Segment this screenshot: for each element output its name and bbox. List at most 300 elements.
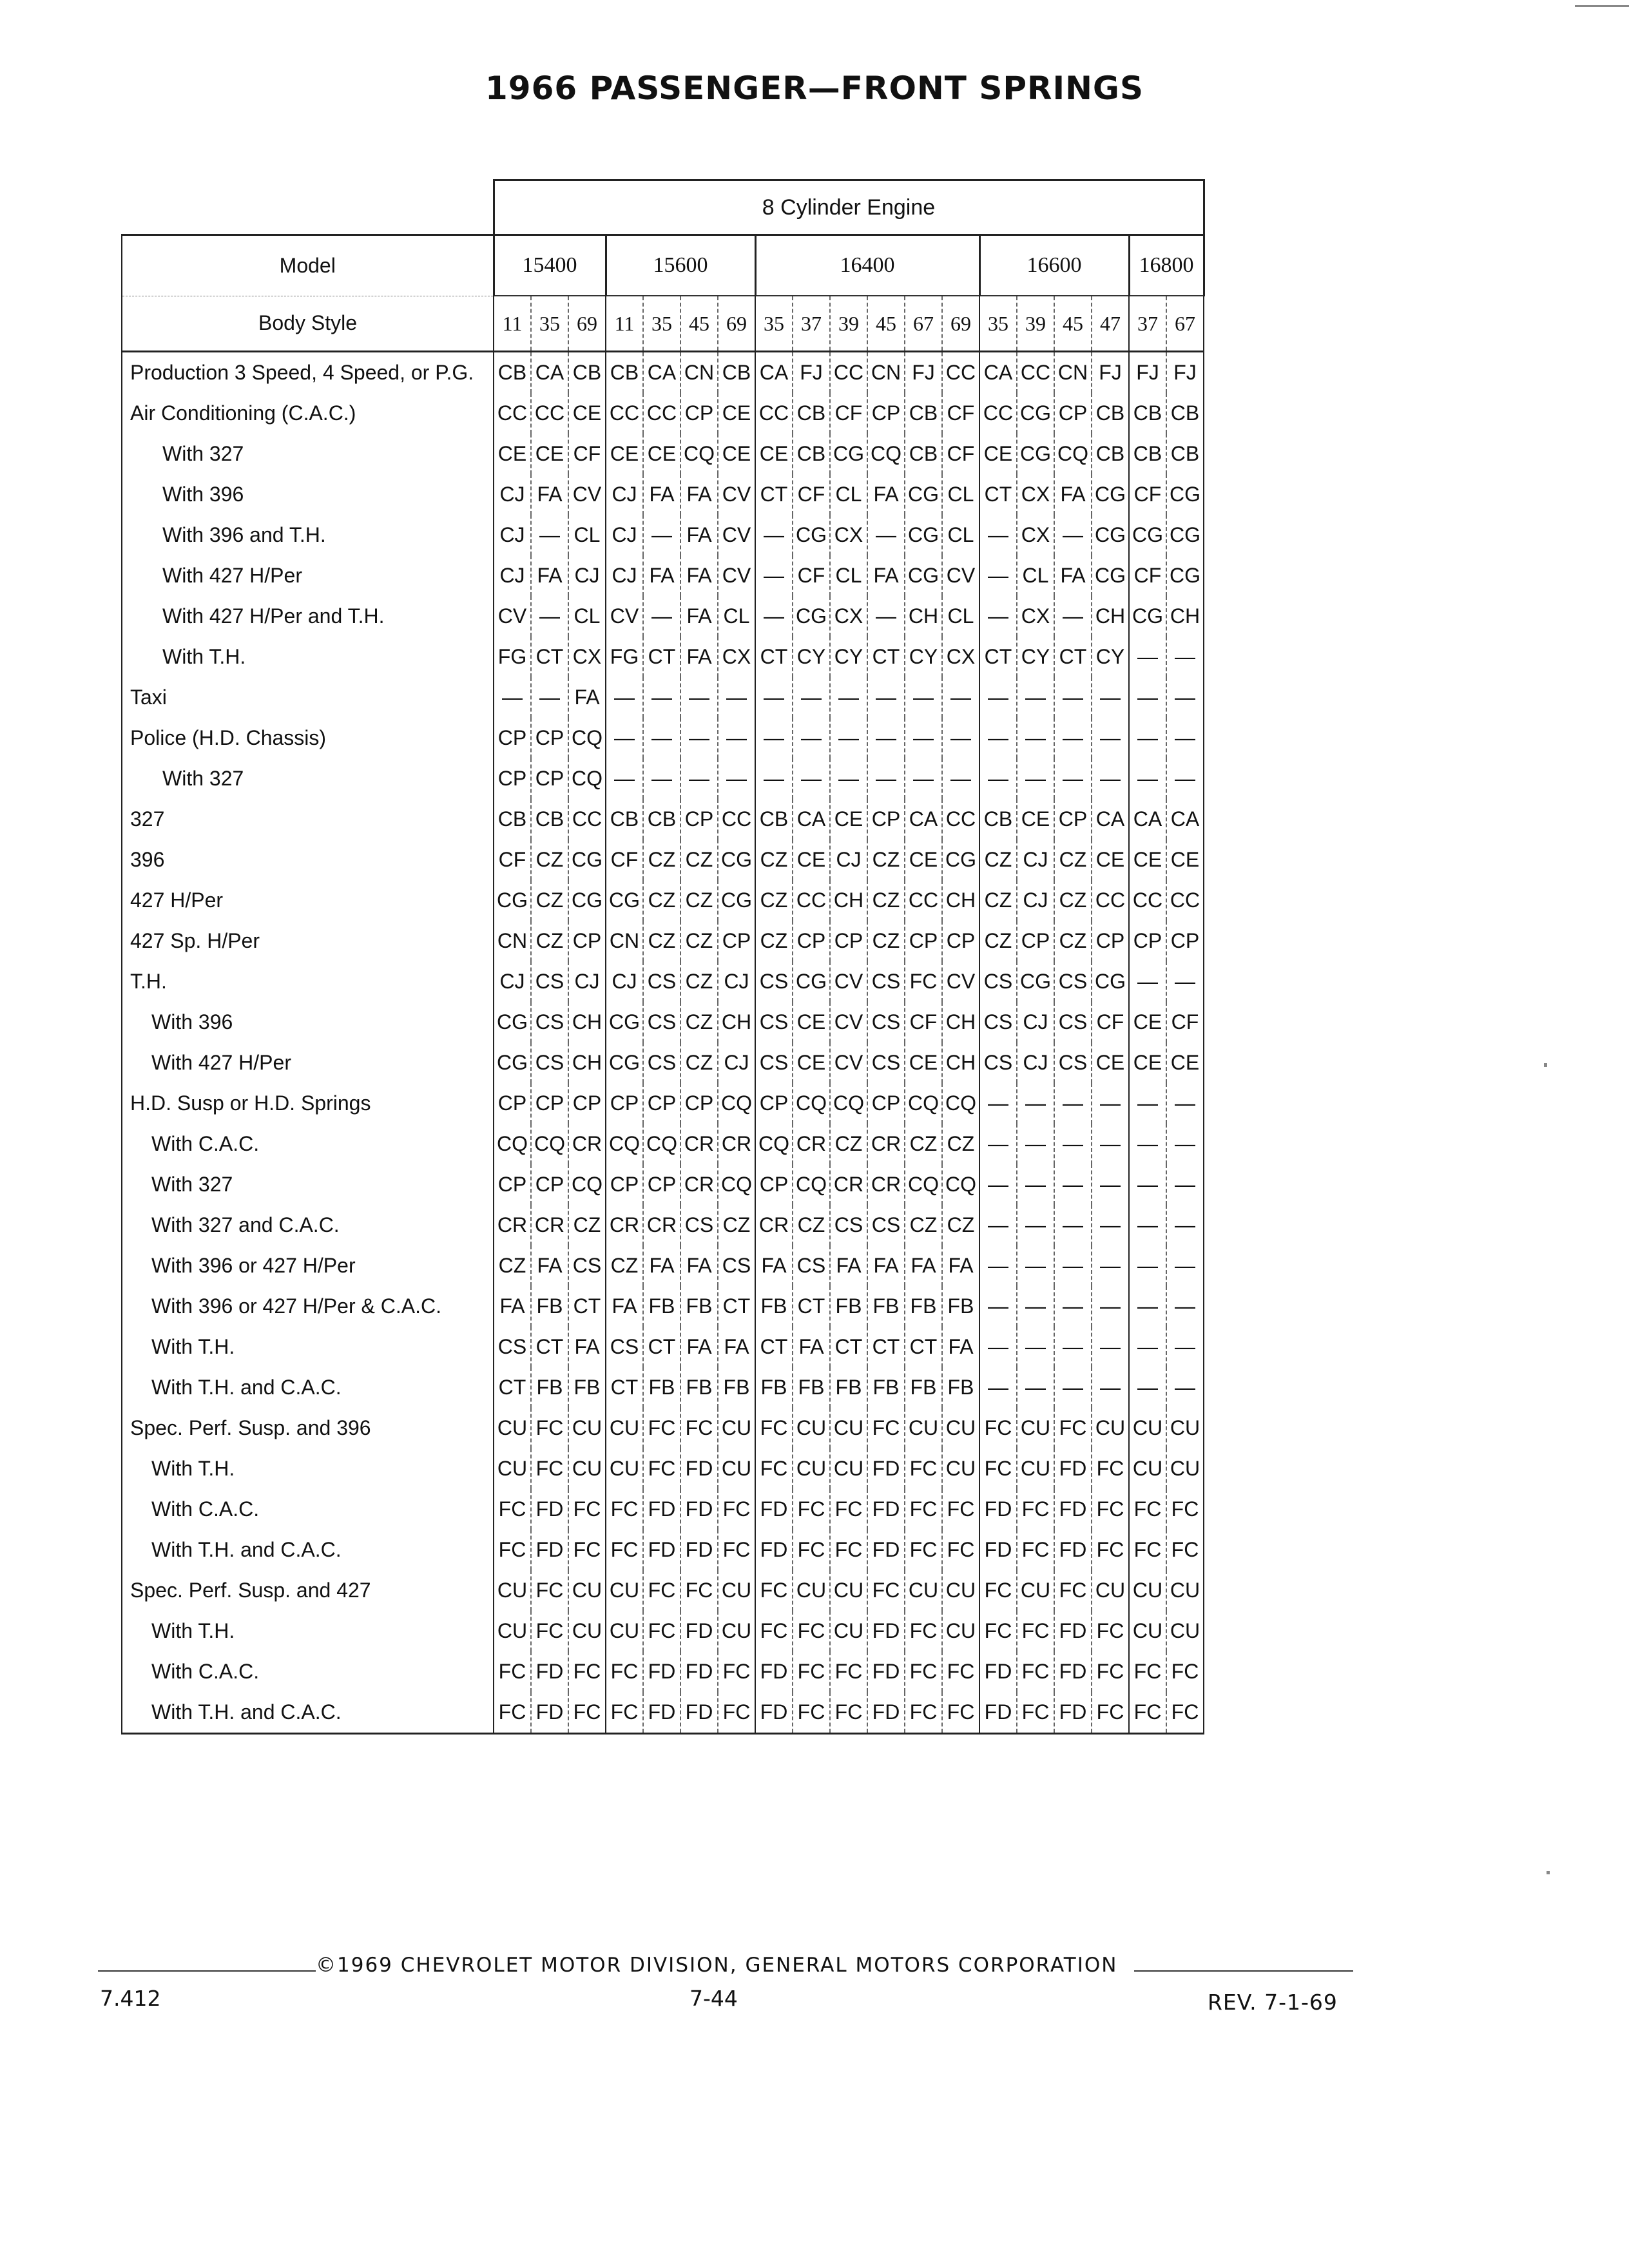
spring-code: CJ xyxy=(718,1043,755,1083)
row-label-cell xyxy=(122,1489,494,1530)
spring-code: CZ xyxy=(531,921,568,961)
footer-rule-left xyxy=(98,1970,316,1972)
spring-code: CG xyxy=(905,474,942,515)
spring-code: CP xyxy=(1054,799,1092,840)
spring-code: FC xyxy=(755,1570,793,1611)
spring-code: FD xyxy=(1054,1611,1092,1651)
spring-code: CH xyxy=(942,1002,979,1043)
row-label: With C.A.C. xyxy=(151,1497,260,1521)
spring-code: CB xyxy=(568,352,606,394)
spring-code: CB xyxy=(755,799,793,840)
spring-code: FD xyxy=(979,1489,1017,1530)
row-label-cell xyxy=(122,677,494,718)
spring-code: FA xyxy=(643,555,680,596)
spring-code: — xyxy=(979,596,1017,637)
spring-code: CQ xyxy=(942,1164,979,1205)
spring-code: CH xyxy=(568,1043,606,1083)
spring-code: CG xyxy=(793,961,830,1002)
spring-code: CZ xyxy=(680,880,718,921)
spring-code: CZ xyxy=(531,880,568,921)
revision-date: REV. 7-1-69 xyxy=(1208,1990,1338,2015)
spring-code: CZ xyxy=(531,840,568,880)
spring-code: CR xyxy=(494,1205,531,1245)
spring-code: — xyxy=(680,758,718,799)
spring-code: FA xyxy=(680,1245,718,1286)
spring-code: FB xyxy=(942,1286,979,1327)
spring-code: CN xyxy=(867,352,905,394)
spring-code: CH xyxy=(942,880,979,921)
spring-code: CU xyxy=(494,1448,531,1489)
model-header-row xyxy=(122,235,1204,296)
spring-code: CU xyxy=(793,1448,830,1489)
spring-code: FD xyxy=(755,1651,793,1692)
spring-code: FB xyxy=(718,1367,755,1408)
row-label: With T.H. and C.A.C. xyxy=(151,1538,342,1561)
spring-code: FG xyxy=(494,637,531,677)
row-label-cell xyxy=(122,1327,494,1367)
spring-code: — xyxy=(1092,1205,1129,1245)
spring-code: CT xyxy=(718,1286,755,1327)
spring-code: CU xyxy=(1166,1448,1204,1489)
spring-code: — xyxy=(1017,1286,1054,1327)
row-label: Spec. Perf. Susp. and 427 xyxy=(130,1579,371,1602)
spring-code: CS xyxy=(643,1002,680,1043)
spring-code: — xyxy=(1054,718,1092,758)
spring-code: FC xyxy=(1092,1651,1129,1692)
spring-code: CQ xyxy=(942,1083,979,1124)
spring-code: CA xyxy=(1092,799,1129,840)
spring-code: — xyxy=(1092,677,1129,718)
spring-code: CU xyxy=(718,1448,755,1489)
spring-code: CZ xyxy=(718,1205,755,1245)
spring-code: CC xyxy=(1017,352,1054,394)
spring-code: FA xyxy=(1054,555,1092,596)
spring-code: — xyxy=(1129,961,1166,1002)
spring-code: FC xyxy=(606,1489,643,1530)
spring-code: CV xyxy=(718,515,755,555)
spring-code: — xyxy=(1129,1205,1166,1245)
spring-code: — xyxy=(867,677,905,718)
spring-code: CZ xyxy=(494,1245,531,1286)
row-label-cell xyxy=(122,637,494,677)
row-label-cell xyxy=(122,799,494,840)
spring-code: — xyxy=(1166,1083,1204,1124)
table-row xyxy=(122,758,1204,799)
spring-code: — xyxy=(1166,677,1204,718)
spring-code: FC xyxy=(905,1489,942,1530)
spring-code: — xyxy=(531,677,568,718)
spring-code: CT xyxy=(643,637,680,677)
row-label: With T.H. xyxy=(151,1457,235,1480)
table-row xyxy=(122,921,1204,961)
spring-code: CP xyxy=(1017,921,1054,961)
spring-code: CL xyxy=(568,515,606,555)
spring-code: FC xyxy=(942,1651,979,1692)
spring-code: CU xyxy=(606,1611,643,1651)
spring-code: CU xyxy=(1017,1408,1054,1448)
spring-code: CS xyxy=(755,1002,793,1043)
row-label: With T.H. xyxy=(151,1335,235,1358)
spring-code: CP xyxy=(680,799,718,840)
spring-code: CF xyxy=(830,393,867,434)
spring-code: CJ xyxy=(494,961,531,1002)
spring-code: — xyxy=(531,596,568,637)
spring-code: CC xyxy=(830,352,867,394)
spring-code: FB xyxy=(905,1367,942,1408)
spring-code: CC xyxy=(1092,880,1129,921)
spring-code: — xyxy=(1092,718,1129,758)
row-label: With 427 H/Per xyxy=(162,564,302,587)
spring-code: CG xyxy=(1092,555,1129,596)
spring-code: CU xyxy=(1092,1408,1129,1448)
spring-code: CR xyxy=(755,1205,793,1245)
spring-code: CL xyxy=(830,555,867,596)
spring-code: CV xyxy=(718,474,755,515)
spring-code: FA xyxy=(643,474,680,515)
body-style-header: 69 xyxy=(942,296,979,352)
spring-code: CZ xyxy=(867,921,905,961)
spring-code: FB xyxy=(793,1367,830,1408)
row-label-cell xyxy=(122,1530,494,1570)
spring-code: — xyxy=(1054,677,1092,718)
spring-code: CP xyxy=(643,1164,680,1205)
spring-code: CJ xyxy=(830,840,867,880)
spring-code: — xyxy=(793,677,830,718)
spring-code: CH xyxy=(1166,596,1204,637)
spring-code: — xyxy=(1017,1205,1054,1245)
spring-code: FC xyxy=(568,1651,606,1692)
row-label-cell xyxy=(122,1245,494,1286)
spring-code: — xyxy=(979,1124,1017,1164)
spring-code: — xyxy=(905,677,942,718)
spring-code: CJ xyxy=(1017,840,1054,880)
spring-code: CF xyxy=(1092,1002,1129,1043)
spring-code: — xyxy=(1166,1205,1204,1245)
spring-code: — xyxy=(1092,1327,1129,1367)
spring-code: — xyxy=(942,677,979,718)
spring-code: CG xyxy=(905,555,942,596)
spring-code: FA xyxy=(1054,474,1092,515)
spring-code: CE xyxy=(1129,840,1166,880)
spring-code: CC xyxy=(494,393,531,434)
spring-code: — xyxy=(1092,1367,1129,1408)
spring-code: FA xyxy=(867,474,905,515)
spring-code: FC xyxy=(1129,1530,1166,1570)
spring-code: CT xyxy=(568,1286,606,1327)
spring-code: FD xyxy=(1054,1530,1092,1570)
body-style-header: 35 xyxy=(755,296,793,352)
spring-code: FC xyxy=(568,1692,606,1734)
spring-code: CU xyxy=(718,1408,755,1448)
spring-code: CP xyxy=(867,1083,905,1124)
spring-code: CS xyxy=(979,1002,1017,1043)
scan-mark xyxy=(1575,5,1629,7)
body-style-header: 69 xyxy=(568,296,606,352)
spring-code: CG xyxy=(1129,515,1166,555)
spring-code: CU xyxy=(942,1570,979,1611)
spring-code: CE xyxy=(1017,799,1054,840)
spring-code: FA xyxy=(606,1286,643,1327)
row-label-cell xyxy=(122,1611,494,1651)
spring-code: CS xyxy=(531,1002,568,1043)
spring-code: FC xyxy=(830,1489,867,1530)
model-group-header: 16400 xyxy=(755,235,979,296)
spring-code: FC xyxy=(905,1530,942,1570)
spring-code: — xyxy=(867,515,905,555)
spring-code: — xyxy=(979,677,1017,718)
spring-code: — xyxy=(1092,1245,1129,1286)
model-label: Model xyxy=(122,235,494,296)
spring-code: CA xyxy=(905,799,942,840)
spring-code: CS xyxy=(979,961,1017,1002)
spring-code: CQ xyxy=(606,1124,643,1164)
spring-code: — xyxy=(830,718,867,758)
spring-code: CP xyxy=(942,921,979,961)
spring-code: CS xyxy=(568,1245,606,1286)
spring-code: — xyxy=(979,1367,1017,1408)
row-label-cell xyxy=(122,352,494,394)
row-label: 427 H/Per xyxy=(130,889,224,912)
spring-code: FC xyxy=(568,1530,606,1570)
body-style-header: 37 xyxy=(793,296,830,352)
spring-code: FD xyxy=(979,1651,1017,1692)
table-row xyxy=(122,1448,1204,1489)
table-row xyxy=(122,474,1204,515)
spring-code: FC xyxy=(1129,1692,1166,1734)
spring-code: CG xyxy=(494,1043,531,1083)
spring-code: CC xyxy=(979,393,1017,434)
spring-code: — xyxy=(755,515,793,555)
spring-code: FD xyxy=(867,1489,905,1530)
row-label-cell xyxy=(122,1286,494,1327)
spring-code: FC xyxy=(531,1611,568,1651)
spring-code: — xyxy=(1054,1205,1092,1245)
table-row xyxy=(122,1530,1204,1570)
spring-code: — xyxy=(1166,758,1204,799)
model-group-header: 15400 xyxy=(494,235,606,296)
row-label-cell xyxy=(122,961,494,1002)
row-label: Production 3 Speed, 4 Speed, or P.G. xyxy=(130,361,474,384)
spring-code: CU xyxy=(942,1611,979,1651)
spring-code: CT xyxy=(793,1286,830,1327)
spring-code: FC xyxy=(942,1530,979,1570)
spring-code: CP xyxy=(755,1083,793,1124)
spring-code: FD xyxy=(755,1692,793,1734)
spring-code: FC xyxy=(718,1651,755,1692)
engine-header: 8 Cylinder Engine xyxy=(494,180,1204,235)
spring-code: FC xyxy=(718,1530,755,1570)
spring-code: CE xyxy=(494,434,531,474)
row-label-cell xyxy=(122,1367,494,1408)
spring-code: CU xyxy=(830,1448,867,1489)
spring-code: CJ xyxy=(494,555,531,596)
spring-code: CP xyxy=(568,921,606,961)
spring-code: CL xyxy=(718,596,755,637)
spring-code: FD xyxy=(531,1489,568,1530)
spring-code: CZ xyxy=(680,1043,718,1083)
table-row xyxy=(122,596,1204,637)
spring-code: FC xyxy=(1054,1570,1092,1611)
row-label-cell xyxy=(122,1651,494,1692)
spring-code: — xyxy=(1166,1164,1204,1205)
scan-mark xyxy=(1544,1063,1547,1067)
spring-code: FC xyxy=(755,1448,793,1489)
body-style-header: 67 xyxy=(905,296,942,352)
spring-code: — xyxy=(718,677,755,718)
spring-code: FC xyxy=(531,1408,568,1448)
spring-code: CX xyxy=(942,637,979,677)
spring-code: CT xyxy=(867,637,905,677)
spring-code: FC xyxy=(1017,1530,1054,1570)
spring-code: CC xyxy=(643,393,680,434)
spring-code: CJ xyxy=(568,961,606,1002)
spring-code: CZ xyxy=(942,1205,979,1245)
spring-code: CU xyxy=(1092,1570,1129,1611)
spring-code: CA xyxy=(979,352,1017,394)
spring-code: FA xyxy=(568,677,606,718)
spring-code: — xyxy=(979,1245,1017,1286)
spring-code: CJ xyxy=(568,555,606,596)
spring-code: FA xyxy=(680,596,718,637)
spring-code: CS xyxy=(718,1245,755,1286)
spring-code: CS xyxy=(830,1205,867,1245)
spring-code: FA xyxy=(680,474,718,515)
spring-code: FA xyxy=(680,555,718,596)
spring-code: CR xyxy=(643,1205,680,1245)
spring-code: CT xyxy=(830,1327,867,1367)
spring-code: CS xyxy=(867,1002,905,1043)
spring-code: FB xyxy=(942,1367,979,1408)
spring-code: — xyxy=(1017,1124,1054,1164)
table-row xyxy=(122,880,1204,921)
copyright-notice: ©1969 CHEVROLET MOTOR DIVISION, GENERAL MOTORS CORPORATION xyxy=(316,1954,1118,1977)
table-row xyxy=(122,1367,1204,1408)
spring-code: CB xyxy=(905,434,942,474)
row-label: Air Conditioning (C.A.C.) xyxy=(130,401,356,425)
spring-code: FB xyxy=(830,1367,867,1408)
spring-code: CQ xyxy=(1054,434,1092,474)
spring-code: FD xyxy=(979,1530,1017,1570)
spring-code: CG xyxy=(942,840,979,880)
table-row xyxy=(122,1124,1204,1164)
spring-code: — xyxy=(680,718,718,758)
spring-code: CX xyxy=(1017,515,1054,555)
spring-code: — xyxy=(867,596,905,637)
spring-code: FC xyxy=(1017,1651,1054,1692)
spring-code: CX xyxy=(830,515,867,555)
spring-code: CB xyxy=(793,434,830,474)
spring-code: — xyxy=(718,758,755,799)
spring-code: — xyxy=(1017,1164,1054,1205)
spring-code: CZ xyxy=(1054,840,1092,880)
row-label: With T.H. and C.A.C. xyxy=(151,1700,342,1724)
row-label-cell xyxy=(122,1083,494,1124)
spring-code: CZ xyxy=(680,840,718,880)
front-springs-table xyxy=(121,179,1205,1735)
spring-code: CE xyxy=(793,1002,830,1043)
spring-code: — xyxy=(1129,1327,1166,1367)
spring-code: CB xyxy=(606,799,643,840)
spring-code: CZ xyxy=(643,840,680,880)
spring-code: FC xyxy=(793,1489,830,1530)
spring-code: CN xyxy=(1054,352,1092,394)
spring-code: FC xyxy=(905,1651,942,1692)
spring-code: CJ xyxy=(606,515,643,555)
row-label-cell xyxy=(122,1570,494,1611)
spring-code: CP xyxy=(606,1083,643,1124)
row-label-cell xyxy=(122,1448,494,1489)
spring-code: FC xyxy=(1054,1408,1092,1448)
spring-code: FD xyxy=(867,1692,905,1734)
spring-code: CS xyxy=(867,1043,905,1083)
row-label: Police (H.D. Chassis) xyxy=(130,726,327,749)
spring-code: CG xyxy=(793,596,830,637)
spring-code: CE xyxy=(568,393,606,434)
spring-code: FC xyxy=(494,1651,531,1692)
spring-code: CX xyxy=(1017,474,1054,515)
spring-code: FC xyxy=(755,1408,793,1448)
spring-code: — xyxy=(606,758,643,799)
spring-code: CZ xyxy=(830,1124,867,1164)
spring-code: CC xyxy=(718,799,755,840)
spring-code: FC xyxy=(531,1570,568,1611)
spring-code: FC xyxy=(830,1651,867,1692)
spring-code: FB xyxy=(755,1367,793,1408)
spring-code: FD xyxy=(755,1489,793,1530)
spring-code: — xyxy=(1129,1245,1166,1286)
spring-code: CV xyxy=(718,555,755,596)
spring-code: FC xyxy=(1129,1489,1166,1530)
spring-code: CU xyxy=(1129,1611,1166,1651)
spring-code: CQ xyxy=(905,1083,942,1124)
spring-code: CJ xyxy=(606,961,643,1002)
table-row xyxy=(122,1692,1204,1734)
spring-code: — xyxy=(643,677,680,718)
spring-code: FJ xyxy=(1166,352,1204,394)
spring-code: CU xyxy=(905,1408,942,1448)
spring-code: — xyxy=(1017,1083,1054,1124)
spring-code: CP xyxy=(867,799,905,840)
spring-code: — xyxy=(718,718,755,758)
spring-code: FC xyxy=(1129,1651,1166,1692)
row-label: With 396 or 427 H/Per xyxy=(151,1254,356,1277)
spring-code: FA xyxy=(531,555,568,596)
spring-code: CS xyxy=(755,961,793,1002)
spring-code: CU xyxy=(830,1408,867,1448)
spring-code: FD xyxy=(1054,1489,1092,1530)
spring-code: CV xyxy=(606,596,643,637)
spring-code: CS xyxy=(755,1043,793,1083)
spring-code: CP xyxy=(531,718,568,758)
spring-code: FA xyxy=(942,1245,979,1286)
spring-code: — xyxy=(1092,1083,1129,1124)
spring-code: CG xyxy=(718,840,755,880)
spring-code: FC xyxy=(942,1692,979,1734)
spring-code: CG xyxy=(1017,434,1054,474)
spring-code: FB xyxy=(680,1367,718,1408)
spring-code: CY xyxy=(830,637,867,677)
footer-rule-right xyxy=(1134,1970,1353,1972)
spring-code: CP xyxy=(494,1083,531,1124)
spring-code: CE xyxy=(979,434,1017,474)
spring-code: CA xyxy=(793,799,830,840)
sheet-number: 7.412 xyxy=(100,1986,161,2011)
spring-code: CP xyxy=(680,1083,718,1124)
table-body xyxy=(122,352,1204,1734)
spring-code: — xyxy=(1054,596,1092,637)
row-label: With 327 xyxy=(162,767,244,790)
spring-code: — xyxy=(1054,1124,1092,1164)
